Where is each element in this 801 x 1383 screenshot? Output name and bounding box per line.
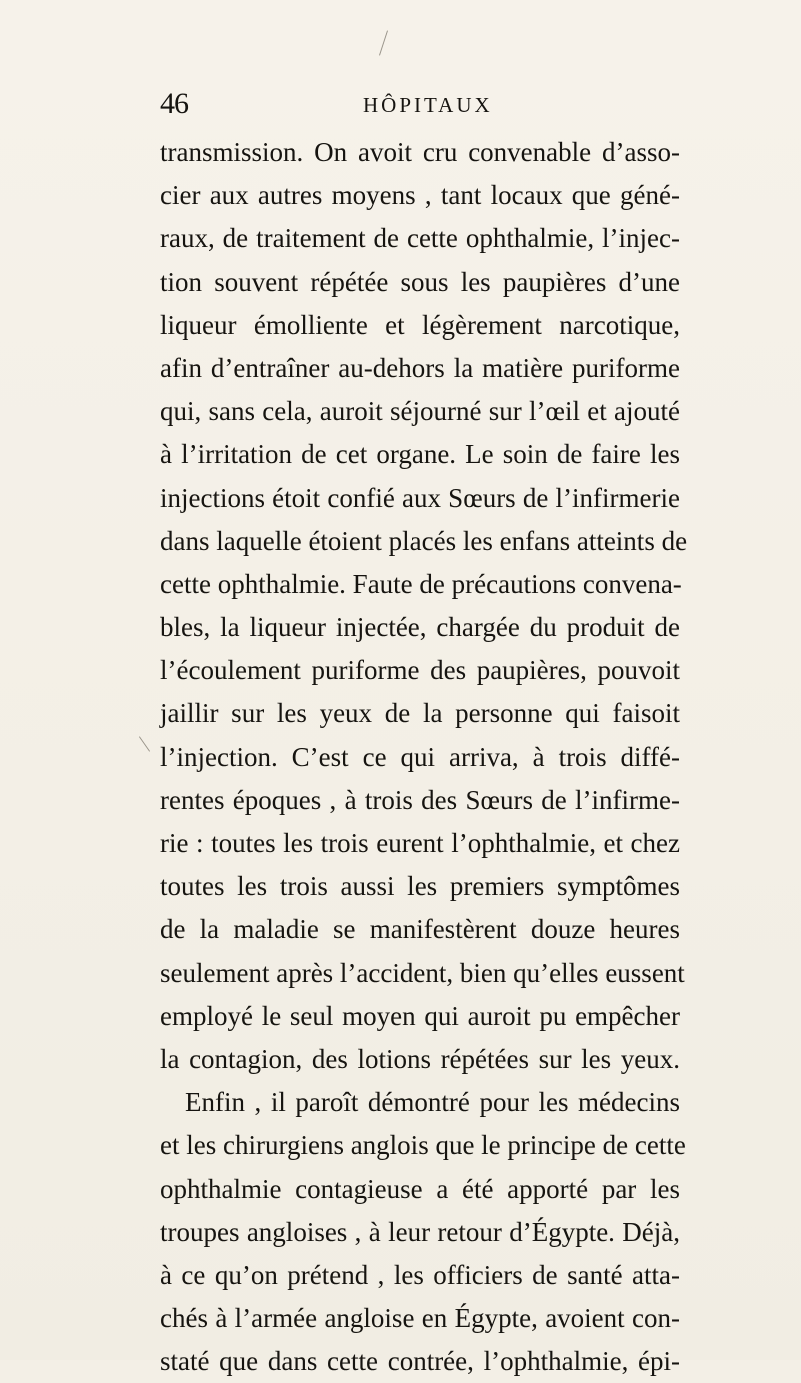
- text-line: cette ophthalmie. Faute de précautions convena-: [160, 568, 682, 599]
- scan-mark: [139, 736, 150, 751]
- text-line: et les chirurgiens anglois que le principe de cette: [160, 1130, 686, 1161]
- text-line: injections étoit confié aux Sœurs de l’infirmerie: [160, 482, 680, 513]
- text-line: bles, la liqueur injectée, chargée du produit de: [160, 612, 680, 643]
- text-line: dans laquelle étoient placés les enfans atteints de: [160, 525, 688, 556]
- running-head: HÔPITAUX: [363, 93, 493, 117]
- text-line: l’écoulement puriforme des paupières, pouvoit: [160, 655, 680, 686]
- text-line: liqueur émolliente et légèrement narcotique,: [160, 309, 680, 340]
- text-line: transmission. On avoit cru convenable d’asso-: [160, 137, 680, 167]
- body-text: [160, 131, 688, 1383]
- text-line: afin d’entraîner au-dehors la matière puriforme: [160, 352, 680, 383]
- text-line: troupes angloises , à leur retour d’Égypte. Déjà,: [160, 1216, 680, 1247]
- text-line: à l’irritation de cet organe. Le soin de faire les: [160, 439, 680, 470]
- text-line: rentes époques , à trois des Sœurs de l’infirme-: [160, 784, 680, 815]
- text-line: rie : toutes les trois eurent l’ophthalmie, et chez: [160, 828, 680, 858]
- text-line: jaillir sur les yeux de la personne qui faisoit: [160, 698, 680, 729]
- text-line: l’injection. C’est ce qui arriva, à trois diffé-: [160, 741, 680, 772]
- page-number: 46: [160, 87, 188, 120]
- text-line: toutes les trois aussi les premiers symptômes: [160, 871, 680, 902]
- text-line: staté que dans cette contrée, l’ophthalmie, épi-: [160, 1346, 680, 1377]
- text-line: ophthalmie contagieuse a été apporté par les: [160, 1173, 680, 1204]
- text-line: chés à l’armée angloise en Égypte, avoient con-: [160, 1303, 680, 1334]
- text-line: qui, sans cela, auroit séjourné sur l’œil et ajouté: [160, 396, 680, 427]
- text-line: la contagion, des lotions répétées sur les yeux.: [160, 1043, 680, 1074]
- text-line: cier aux autres moyens , tant locaux que géné-: [160, 180, 680, 211]
- text-line: raux, de traitement de cette ophthalmie, l’injec-: [160, 223, 680, 254]
- text-line: Enfin , il paroît démontré pour les médecins: [185, 1087, 680, 1118]
- page-header: [160, 86, 680, 122]
- scan-mark: [379, 30, 388, 55]
- text-line: employé le seul moyen qui auroit pu empêcher: [160, 1000, 680, 1031]
- text-line: tion souvent répétée sous les paupières d’une: [160, 266, 680, 297]
- text-line: à ce qu’on prétend , les officiers de santé atta-: [160, 1259, 680, 1290]
- text-line: seulement après l’accident, bien qu’elles eussent: [160, 957, 685, 988]
- text-line: de la maladie se manifestèrent douze heures: [160, 914, 680, 945]
